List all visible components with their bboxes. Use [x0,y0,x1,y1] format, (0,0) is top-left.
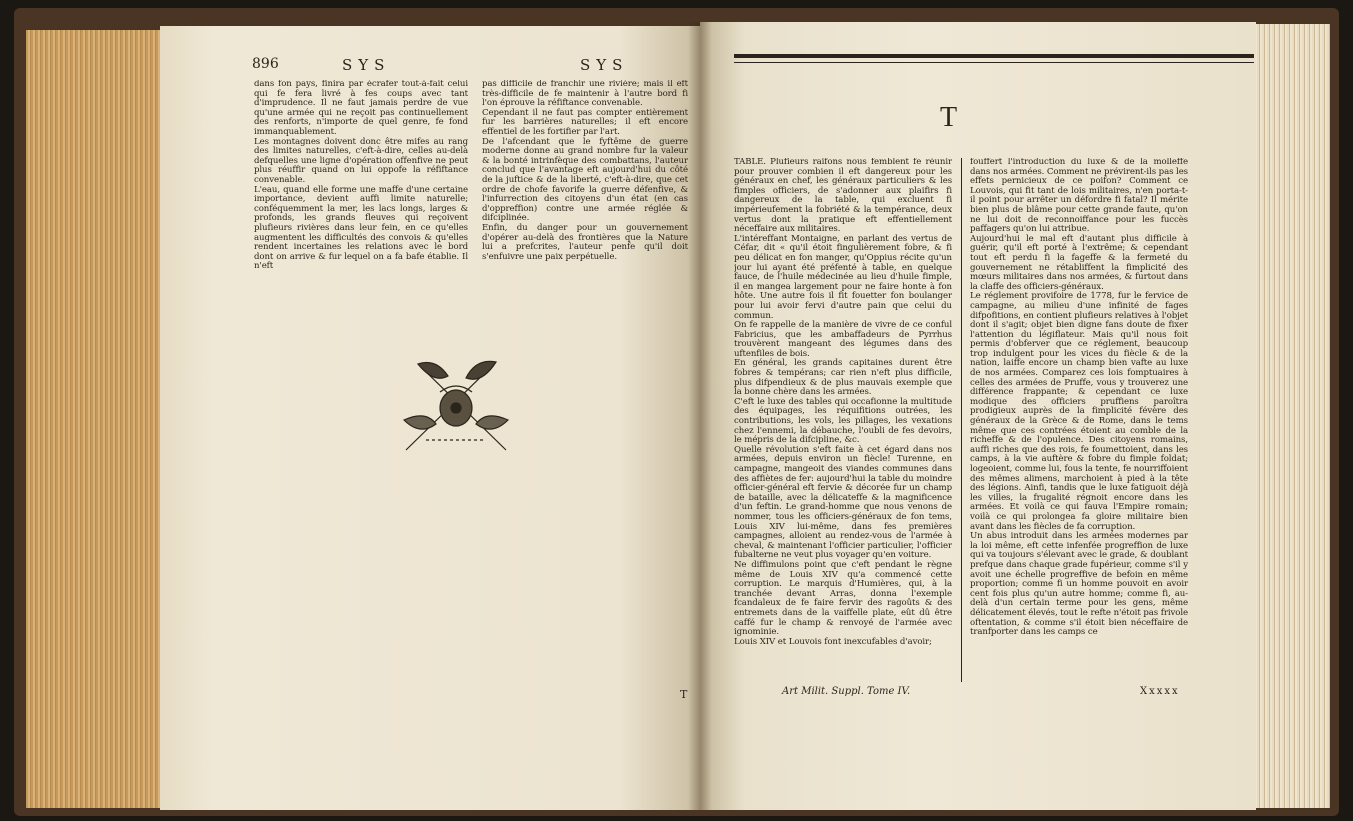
text-column-1: TABLE. Plufieurs raifons nous femblent fe réunir pour prouver combien il eft dangereux pour les généraux en chef, les généraux particuliers & les fimples officiers, de s'adonner aux plaifirs fi dangereux de la table, qui excluent fi impérieufement la fobriété & la tempérance, deux vertus dont la pratique eft effentiellement néceffaire aux militaires. L'intéreffant Montaigne, en parlant des vertus de Céfar, dit « qu'il étoit fingulièrement fobre, & fi peu délicat en fon manger, qu'Oppius récite qu'un jour lui ayant été préfenté à table, en quelque fauce, de l'huile médecinée au lieu d'huile fimple, il en mangea largement pour ne faire honte à fon hôte. Une autre fois il fit fouetter fon boulanger pour lui avoir fervi d'autre pain que celui du commun. On fe rappelle de la manière de vivre de ce conful Fabricius, que les ambaffadeurs de Pyrrhus trouvèrent mangeant des légumes dans des uftenfiles de bois. En général, les grands capitaines durent être fobres & tempérans; car rien n'eft plus difficile, plus difpendieux & de plus mauvais exemple que la bonne chère dans les armées. C'eft le luxe des tables qui occafionne la multitude des équipages, les réquifitions outrées, les contributions, les vols, les pillages, les vexations chez l'ennemi, la débauche, l'oubli de fes devoirs, le mépris de la difcipline, &c. Quelle révolution s'eft faite à cet égard dans nos armées, depuis environ un fiècle! Turenne, en campagne, mangeoit des viandes communes dans des affiètes de fer: aujourd'hui la table du moindre officier-général eft fervie & décorée fur un champ de bataille, avec la délicateffe & la magnificence d'un feftin. Le grand-homme que nous venons de nommer, tous les officiers-généraux de fon tems, Louis XIV lui-même, dans fes premières campagnes, alloient au rendez-vous de l'armée à cheval, & maintenant l'officier particulier, l'officier fubalterne ne veut plus voyager qu'en voiture. Ne diffimulons point que c'eft pendant le règne même de Louis XIV qu'a commencé cette corruption. Le marquis d'Humières, qui, à la tranchée devant Arras, donna l'exemple fcandaleux de fe faire fervir des ragoûts & des entremets dans de la vaiffelle plate, eût dû être caffé fur le champ & renvoyé de l'armée avec ignominie. Louis XIV et Louvois font inexcufables d'avoir; [734,158,952,647]
page-number: 896 [252,56,279,72]
text-column-2: pas difficile de franchir une rivière; mais il eft très-difficile de fe maintenir à l'autre bord fi l'on éprouve la réfiftance convenable. Cependant il ne faut pas compter entièrement fur les barrières naturelles; il eft encore effentiel de les fortifier par l'art. De l'afcendant que le fyftême de guerre moderne donne au grand nombre fur la valeur & la bonté intrinfèque des combattans, l'auteur conclud que l'avantage eft aujourd'hui du côté de la juftice & de la liberté, c'eft-à-dire, que cet ordre de chofe favorife la guerre défenfive, & l'infurrection des citoyens d'un état (en cas d'oppreffion) contre une armée réglée & difciplinée. Enfin, du danger pour un gouvernement d'opérer au-delà des frontières que la Nature lui a prefcrites, l'auteur penfe qu'il doit s'enfuivre une paix perpétuelle. [482,80,688,262]
text-column-2: fouffert l'introduction du luxe & de la molleffe dans nos armées. Comment ne prévirent-ils pas les effets pernicieux de ce poifon? Comment ce Louvois, qui fit tant de lois militaires, n'en porta-t-il point pour arrêter un défordre fi fatal? Il mérite bien plus de blâme pour cette grande faute, qu'on ne lui doit de reconnoiffance pour les fuccès paffagers qu'on lui attribue. Aujourd'hui le mal eft d'autant plus difficile à guérir, qu'il eft porté à l'extrême; & cependant tout eft perdu fi la fageffe & la fermeté du gouvernement ne rétabliffent la fimplicité des mœurs militaires dans nos armées, & furtout dans la claffe des officiers-généraux. Le réglement provifoire de 1778, fur le fervice de campagne, au milieu d'une infinité de fages difpofitions, en contient plufieurs relatives à l'objet dont il s'agit; objet bien digne fans doute de fixer l'attention du légiflateur. Mais qu'il nous foit permis d'obferver que ce réglement, beaucoup trop indulgent pour les vices du fiècle & de la nation, laiffe encore un champ bien vafte au luxe de nos armées. Comparez ces lois fomptuaires à celles des armées de Pruffe, vous y trouverez une différence frappante; & cependant ce luxe modique des officiers pruffiens paroîtra prodigieux auprès de la fimplicité févère des généraux de la Grèce & de Rome, dans le tems même que ces contrées étoient au comble de la richeffe & de l'opulence. Des citoyens romains, auffi riches que des rois, fe foumettoient, dans les camps, à la vie auftère & fobre du fimple foldat; logeoient, comme lui, fous la tente, fe nourriffoient des mêmes alimens, marchoient à pied à la tête des légions. Ainfi, tandis que le luxe fatiguoit déjà les villes, la frugalité régnoit encore dans les armées. Et voilà ce qui fauva l'Empire romain; voilà ce qui prolongea fa gloire militaire bien avant dans les fiècles de fa corruption. Un abus introduit dans les armées modernes par la loi même, eft cette infenfée progreffion de luxe qui va toujours s'élevant avec le grade, & doublant prefque dans chaque grade fupérieur, comme s'il y avoit une échelle progreffive de befoin en même proportion; comme fi un homme pouvoit en avoir cent fois plus qu'un autre homme; comme fi, au-delà d'un certain terme pour les gens, même délicatement élevés, tout le refte n'étoit pas frivole oftentation, & comme s'il étoit bien néceffaire de tranfporter dans les camps ce [970,158,1188,638]
page-edges-left [26,30,166,808]
running-header-right: SYS [580,56,629,74]
footer-signature: Xxxxx [1140,686,1180,697]
header-rule-thick [734,54,1254,58]
section-letter: T [940,102,958,133]
running-header-left: SYS [342,56,391,74]
signature-mark: T [680,688,688,701]
footer-volume: Art Milit. Suppl. Tome IV. [782,686,911,697]
right-page [700,22,1256,810]
column-divider [961,158,962,682]
page-edges-right [1252,24,1330,808]
book-gutter [688,22,712,810]
trophy-ornament-icon [396,350,516,460]
header-rule-thin [734,62,1254,63]
text-column-1: dans fon pays, finira par écrafer tout-à-fait celui qui fe fera livré à fes coups avec tant d'imprudence. Il ne faut jamais perdre de vue qu'une armée qui ne reçoit pas continuellement des renforts, n'importe de quel genre, fe fond immanquablement. Les montagnes doivent donc être mifes au rang des limites naturelles, c'eft-à-dire, celles au-delà defquelles une ligne d'opération offenfive ne peut plus réuffir quand on lui oppofe la réfiftance convenable. L'eau, quand elle forme une maffe d'une certaine importance, devient auffi limite naturelle; conféquemment la mer, les lacs longs, larges & profonds, les grands fleuves qui reçoivent plufieurs rivières dans leur fein, en ce qu'elles augmentent les difficultés des convois & qu'elles rendent incertaines les relations avec le bord dont on arrive & fur lequel on a fa bafe établie. Il n'eft [254,80,468,272]
left-page [160,26,700,810]
